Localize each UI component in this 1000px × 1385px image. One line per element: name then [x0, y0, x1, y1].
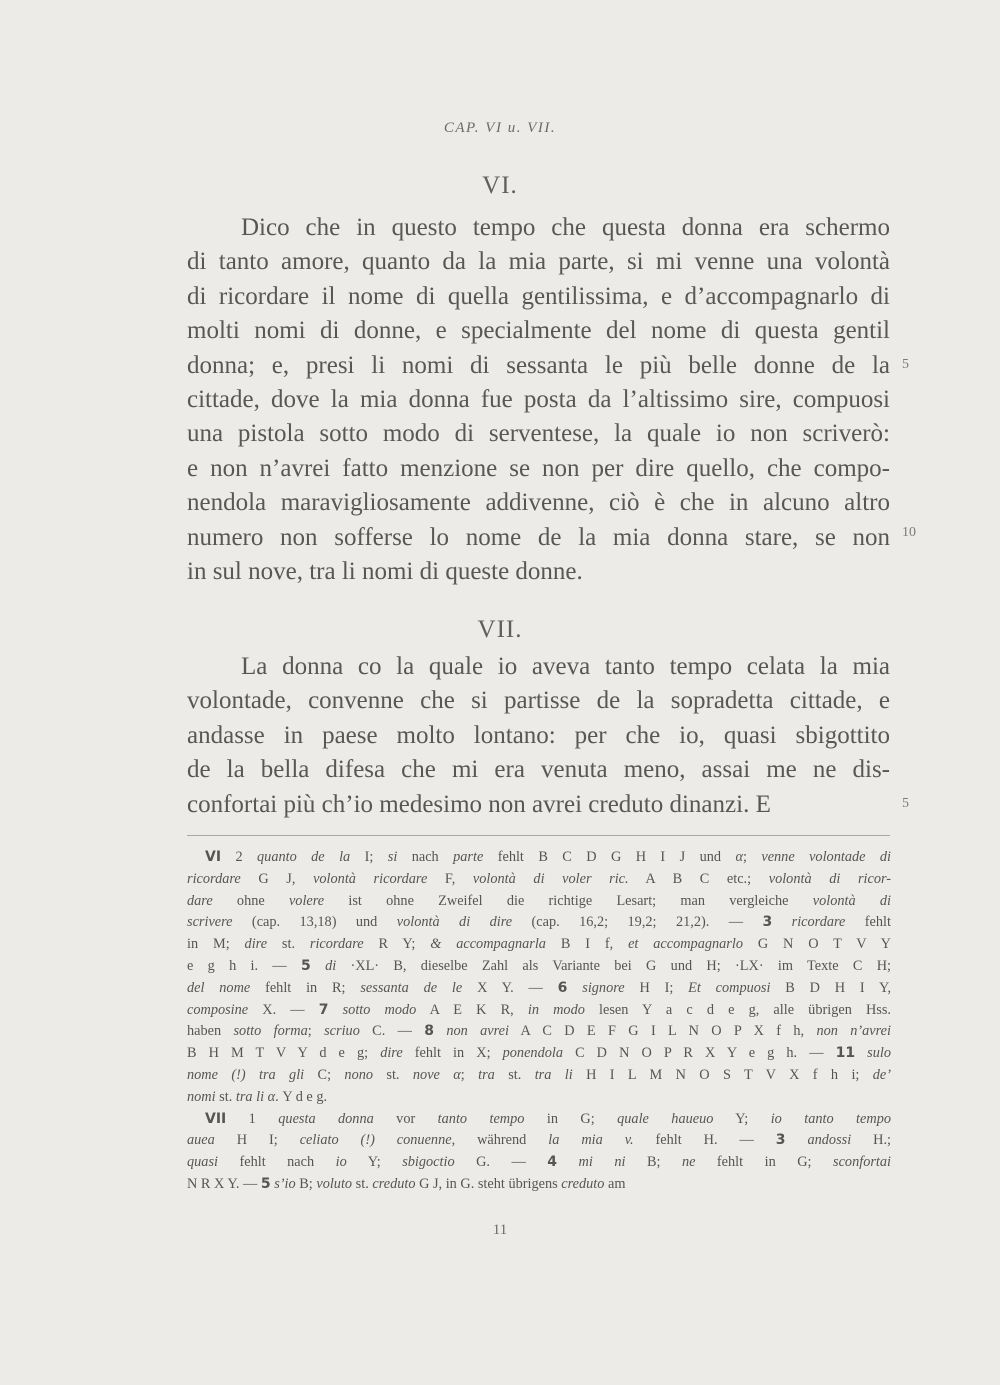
chapter_vii-line: confortai più ch’io medesimo non avrei creduto dinanzi. E	[187, 790, 771, 818]
chapter_vi-line: di tanto amore, quanto da la mia parte, si mi venne una volontà	[187, 248, 890, 276]
chapter_vi-line: cittade, dove la mia donna fue posta da l’altissimo sire, compuosi	[187, 385, 890, 413]
chapter-heading-vi: VI.	[482, 172, 518, 199]
chapter_vi-line: una pistola sotto modo di serventese, la quale io non scriverò:	[187, 420, 890, 448]
apparatus-line: N R X Y. — 5 s’io B; voluto st. creduto G J, in G. steht übrigens creduto am	[187, 1175, 626, 1192]
line-number-5-vii: 5	[902, 796, 909, 811]
page-number: 11	[492, 1222, 508, 1238]
apparatus-line: haben sotto forma; scriuo C. — 8 non avrei A C D E F G I L N O P X f h, non n’avrei	[187, 1023, 891, 1040]
apparatus-line: scrivere (cap. 13,18) und volontà di dire (cap. 16,2; 19,2; 21,2). — 3 ricordare fehlt	[187, 914, 891, 931]
apparatus-line: B H M T V Y d e g; dire fehlt in X; ponendola C D N O P R X Y e g h. — 11 sulo	[187, 1045, 891, 1062]
chapter_vii-line: andasse in paese molto lontano: per che io, quasi sbigottito	[187, 721, 890, 749]
apparatus-line: e g h i. — 5 di ·XL· B, dieselbe Zahl als Variante bei G und H; ·LX· im Texte C H;	[187, 957, 892, 974]
apparatus-line: del nome fehlt in R; sessanta de le X Y. — 6 signore H I; Et compuosi B D H I Y,	[187, 979, 892, 996]
apparatus-line: in M; dire st. ricordare R Y; & accompagnarla B I f, et accompagnarlo G N O T V Y	[187, 936, 891, 953]
chapter_vi-line: Dico che in questo tempo che questa donna era schermo	[241, 214, 890, 241]
chapter-vi-text	[187, 211, 890, 589]
chapter-heading-vii: VII.	[477, 616, 523, 643]
chapter_vii-line: La donna co la quale io aveva tanto tempo celata la mia	[241, 653, 890, 680]
chapter_vi-line: in sul nove, tra li nomi di queste donne.	[187, 557, 583, 585]
apparatus-line: VI 2 quanto de la I; si nach parte fehlt B C D G H I J und α; venne volontade di	[205, 849, 892, 865]
apparatus-line: auea H I; celiato (!) conuenne, während la mia v. fehlt H. — 3 andossi H.;	[187, 1132, 892, 1149]
apparatus-line: dare ohne volere ist ohne Zweifel die richtige Lesart; man vergleiche volontà di	[187, 892, 891, 909]
footnote-rule	[187, 835, 890, 836]
chapter_vi-line: nendola maravigliosamente addivenne, ciò è che in alcuno altro	[187, 489, 890, 517]
critical-apparatus	[187, 847, 891, 1196]
apparatus-line: ricordare G J, volontà ricordare F, volontà di voler ric. A B C etc.; volontà di ricor-	[187, 870, 892, 887]
chapter-vii-text	[187, 650, 890, 822]
line-number-10: 10	[902, 525, 916, 540]
apparatus-line: composine X. — 7 sotto modo A E K R, in modo lesen Y a c d e g, alle übrigen Hss.	[187, 1001, 891, 1018]
apparatus-line: VII 1 questa donna vor tanto tempo in G; quale haueuo Y; io tanto tempo	[205, 1110, 891, 1127]
chapter_vi-line: e non n’avrei fatto menzione se non per dire quello, che compo-	[187, 454, 890, 482]
chapter_vi-line: numero non sofferse lo nome de la mia donna stare, se non	[187, 523, 890, 551]
chapter_vii-line: de la bella difesa che mi era venuta meno, assai me ne dis-	[187, 756, 890, 784]
running-header: CAP. VI u. VII.	[443, 120, 557, 136]
chapter_vi-line: donna; e, presi li nomi di sessanta le più belle donne de la	[187, 351, 890, 379]
apparatus-line: quasi fehlt nach io Y; sbigoctio G. — 4 mi ni B; ne fehlt in G; sconfortai	[187, 1154, 891, 1171]
apparatus-line: nome (!) tra gli C; nono st. nove α; tra st. tra li H I L M N O S T V X f h i; de’	[187, 1066, 892, 1083]
line-number-5: 5	[902, 357, 909, 372]
chapter_vii-line: volontade, convenne che si partisse de la sopradetta cittade, e	[187, 687, 890, 715]
apparatus-line: nomi st. tra li α. Y d e g.	[187, 1088, 328, 1105]
chapter_vi-line: di ricordare il nome di quella gentilissima, e d’accompagnarlo di	[187, 282, 890, 310]
chapter_vi-line: molti nomi di donne, e specialmente del nome di questa gentil	[187, 317, 890, 345]
